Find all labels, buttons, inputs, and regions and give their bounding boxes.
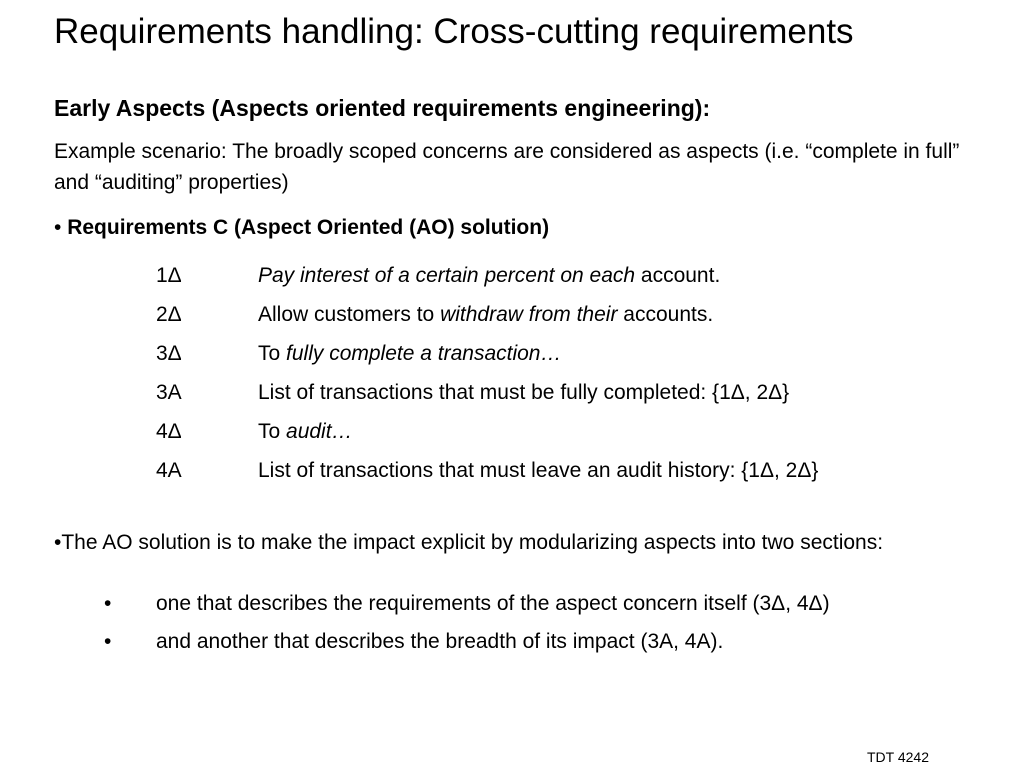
requirement-id: 3A	[156, 381, 182, 404]
requirement-row	[0, 300, 1000, 330]
footer-course-code: TDT 4242	[867, 749, 929, 765]
sub-bullet-text: and another that describes the breadth of its impact (3A, 4A).	[156, 630, 724, 653]
requirement-text-before: To	[258, 342, 287, 365]
requirement-text-italic: Pay interest of a certain percent on each	[258, 264, 636, 287]
requirement-id: 1Δ	[156, 264, 182, 287]
requirement-row	[0, 417, 1000, 447]
requirement-text-after: account.	[635, 264, 721, 287]
requirements-heading-text: Requirements C (Aspect Oriented (AO) solution)	[67, 216, 550, 239]
requirement-text-italic: fully complete a transaction…	[286, 342, 562, 365]
requirement-text	[258, 339, 561, 369]
requirement-id: 3Δ	[156, 342, 182, 365]
sub-bullet-item	[0, 589, 1010, 619]
requirement-text-after: accounts.	[617, 303, 714, 326]
slide-subtitle: Early Aspects (Aspects oriented requirements engineering):	[54, 95, 711, 121]
requirement-id: 2Δ	[156, 303, 182, 326]
requirement-text-before: To	[258, 420, 287, 443]
requirement-row	[0, 456, 1000, 486]
requirement-text	[258, 378, 789, 408]
sub-bullet-marker: •	[104, 630, 112, 653]
bullet-marker: •	[54, 216, 68, 239]
requirements-bullet-heading	[54, 213, 549, 243]
requirement-text-before: List of transactions that must leave an audit history: {1Δ, 2Δ}	[258, 459, 819, 482]
sub-bullet-item	[0, 627, 1010, 657]
intro-paragraph: Example scenario: The broadly scoped concerns are considered as aspects (i.e. “complete in full” and “auditing” properties)	[54, 140, 960, 194]
requirement-text	[258, 456, 818, 486]
requirement-text	[258, 417, 353, 447]
requirement-row	[0, 261, 1000, 291]
requirement-text-italic: audit…	[286, 420, 353, 443]
requirement-text-italic: withdraw from their	[440, 303, 618, 326]
requirement-text	[258, 300, 713, 330]
requirement-text	[258, 261, 720, 291]
requirement-id: 4Δ	[156, 420, 182, 443]
requirement-row	[0, 378, 1000, 408]
slide-title: Requirements handling: Cross-cutting requirements	[54, 12, 854, 51]
requirement-text-before: List of transactions that must be fully completed: {1Δ, 2Δ}	[258, 381, 790, 404]
sub-bullet-marker: •	[104, 592, 112, 615]
requirement-id: 4A	[156, 459, 182, 482]
sub-bullet-text: one that describes the requirements of the aspect concern itself (3Δ, 4Δ)	[156, 592, 830, 615]
conclusion-paragraph: •The AO solution is to make the impact explicit by modularizing aspects into two sections:	[54, 531, 884, 554]
requirement-row	[0, 339, 1000, 369]
requirement-text-before: Allow customers to	[258, 303, 441, 326]
